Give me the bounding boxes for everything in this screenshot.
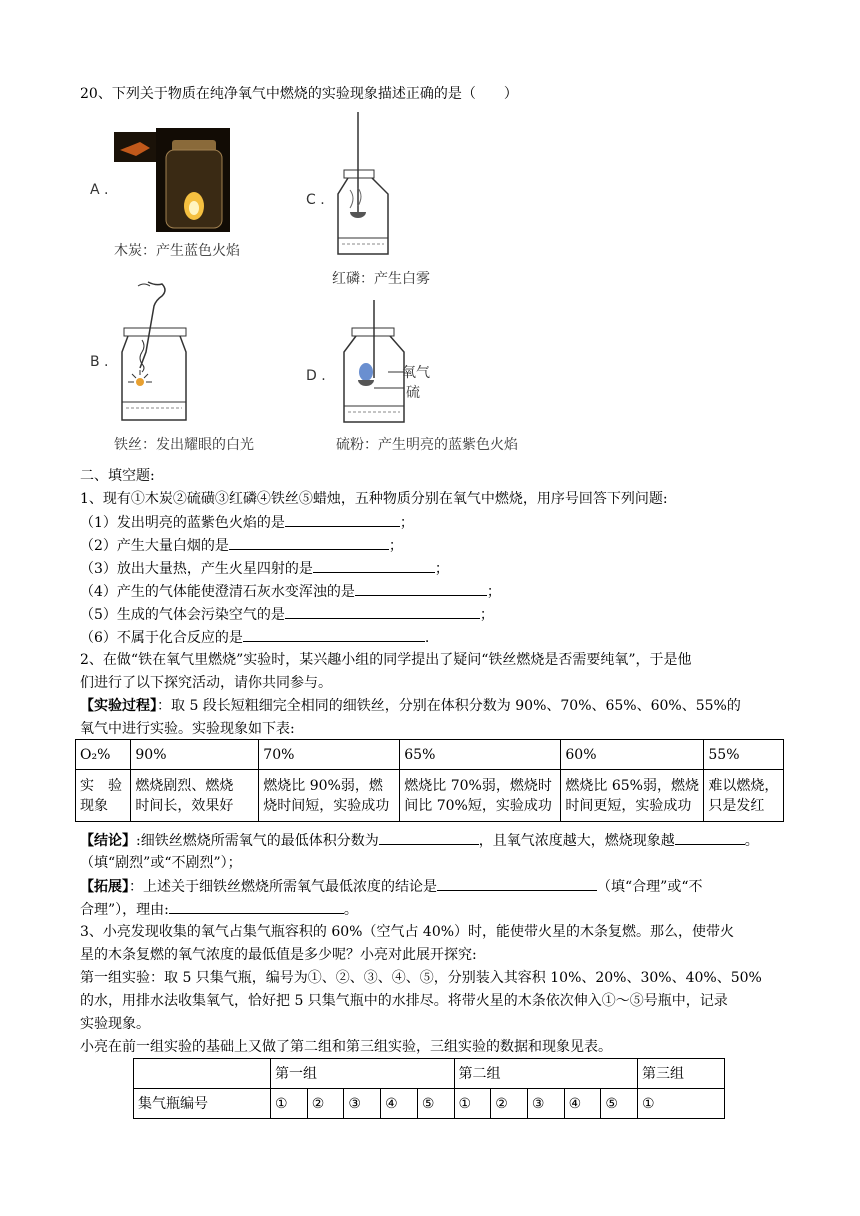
- option-b-label: B .: [90, 354, 109, 370]
- q2-expand: 【拓展】：上述关于细铁丝燃烧所需氧气最低浓度的结论是 （填“合理”或“不: [80, 876, 702, 897]
- q2-conclusion: 【结论】:细铁丝燃烧所需氧气的最低体积分数为 ，且氧气浓度越大，燃烧现象越 。: [80, 830, 759, 851]
- bottle-number: ②: [491, 1089, 528, 1119]
- option-c-diagram: [330, 112, 420, 262]
- bottle-number: ③: [527, 1089, 564, 1119]
- q2-process-line-1: 【实验过程】：取 5 段长短粗细完全相同的细铁丝，分别在体积分数为 90%、70%、65%、60%、55%的: [80, 698, 741, 714]
- answer-blank[interactable]: [229, 535, 389, 550]
- bottle-number: ①: [638, 1089, 725, 1119]
- option-c-caption: 红磷：产生白雾: [332, 271, 430, 287]
- q3-line-3: 第一组实验：取 5 只集气瓶，编号为①、②、③、④、⑤，分别装入其容积 10%、20%、30%、40%、50%: [80, 970, 762, 986]
- table-cell: 燃烧比 70%弱，燃烧时 间比 70%短，实验成功: [400, 770, 561, 822]
- q1-item-4: （4）产生的气体能使澄清石灰水变浑浊的是 ；: [80, 581, 501, 602]
- answer-blank[interactable]: [169, 899, 344, 914]
- option-a-photo: [110, 128, 230, 232]
- table-row-label: 集气瓶编号: [134, 1089, 271, 1119]
- table-cell: 燃烧剧烈、燃烧 时间长，效果好: [131, 770, 259, 822]
- bottle-number: ②: [307, 1089, 344, 1119]
- answer-blank[interactable]: [379, 830, 479, 845]
- label-oxygen: 氧气: [402, 365, 430, 381]
- q3-line-6: 小亮在前一组实验的基础上又做了第二组和第三组实验，三组实验的数据和现象见表。: [80, 1039, 612, 1055]
- group-header: 第二组: [454, 1059, 638, 1089]
- q1-item-1: （1）发出明亮的蓝紫色火焰的是 ；: [80, 512, 414, 533]
- table-corner: [134, 1059, 271, 1089]
- answer-blank[interactable]: [355, 581, 487, 596]
- q2-line-1: 2、在做“铁在氧气里燃烧”实验时，某兴趣小组的同学提出了疑问“铁丝燃烧是否需要纯氧”，于是他: [80, 652, 692, 668]
- q1-item-2: （2）产生大量白烟的是 ；: [80, 535, 403, 556]
- table-header: 60%: [561, 740, 704, 770]
- bottle-number: ⑤: [601, 1089, 638, 1119]
- q3-line-1: 3、小亮发现收集的氧气占集气瓶容积的 60%（空气占 40%）时，能使带火星的木条复燃。那么，使带火: [80, 924, 735, 940]
- table-cell: 燃烧比 65%弱，燃烧 时间更短，实验成功: [561, 770, 704, 822]
- q1-stem: 1、现有①木炭②硫磺③红磷④铁丝⑤蜡烛，五种物质分别在氧气中燃烧，用序号回答下列问题:: [80, 491, 668, 507]
- option-b-caption: 铁丝：发出耀眼的白光: [114, 437, 254, 453]
- option-b-diagram: [112, 278, 202, 428]
- label-sulfur: 硫: [406, 385, 420, 401]
- group-header: 第三组: [638, 1059, 725, 1089]
- q2-line-2: 们进行了以下探究活动，请你共同参与。: [80, 675, 332, 691]
- option-c-label: C .: [306, 192, 325, 208]
- table-cell: 燃烧比 90%弱，燃 烧时间短，实验成功: [259, 770, 400, 822]
- q2-expand-line-2: 合理”），理由: 。: [80, 899, 358, 920]
- option-a-label: A .: [90, 182, 109, 198]
- answer-blank[interactable]: [437, 876, 597, 891]
- q1-item-3: （3）放出大量热，产生火星四射的是 ；: [80, 558, 449, 579]
- bottle-number: ①: [454, 1089, 491, 1119]
- answer-blank[interactable]: [243, 627, 425, 642]
- q2-conclusion-line-2: （填“剧烈”或“不剧烈”）；: [80, 855, 242, 871]
- answer-blank[interactable]: [675, 830, 745, 845]
- bottle-number: ④: [381, 1089, 418, 1119]
- answer-blank[interactable]: [285, 604, 480, 619]
- bottle-number: ①: [271, 1089, 308, 1119]
- group-header: 第一组: [271, 1059, 455, 1089]
- table-header-o2: O₂%: [76, 740, 131, 770]
- question-20-stem: 20、下列关于物质在纯净氧气中燃烧的实验现象描述正确的是（ ）: [80, 86, 518, 102]
- q2-process-line-2: 氧气中进行实验。实验现象如下表:: [80, 721, 295, 737]
- option-d-caption: 硫粉：产生明亮的蓝紫色火焰: [336, 437, 518, 453]
- bottle-number: ③: [344, 1089, 381, 1119]
- option-a-caption: 木炭：产生蓝色火焰: [114, 243, 240, 259]
- experiment-table: [75, 739, 784, 822]
- bottle-table: [133, 1058, 725, 1119]
- table-header: 90%: [131, 740, 259, 770]
- bottle-number: ④: [564, 1089, 601, 1119]
- table-header: 70%: [259, 740, 400, 770]
- option-d-label: D .: [306, 368, 326, 384]
- q3-line-5: 实验现象。: [80, 1016, 150, 1032]
- q1-item-5: （5）生成的气体会污染空气的是 ；: [80, 604, 494, 625]
- answer-blank[interactable]: [285, 512, 400, 527]
- answer-blank[interactable]: [313, 558, 435, 573]
- q3-line-4: 的水，用排水法收集氧气，恰好把 5 只集气瓶中的水排尽。将带火星的木条依次伸入①～⑤号瓶中，记录: [80, 993, 728, 1009]
- bottle-number: ⑤: [417, 1089, 454, 1119]
- table-row-label: 实 验 现象: [76, 770, 131, 822]
- section-2-title: 二、填空题:: [80, 468, 155, 484]
- table-header: 65%: [400, 740, 561, 770]
- q3-line-2: 星的木条复燃的氧气浓度的最低值是多少呢？小亮对此展开探究:: [80, 947, 477, 963]
- table-header: 55%: [704, 740, 784, 770]
- table-cell: 难以燃烧， 只是发红: [704, 770, 784, 822]
- q1-item-6: （6）不属于化合反应的是 .: [80, 627, 429, 648]
